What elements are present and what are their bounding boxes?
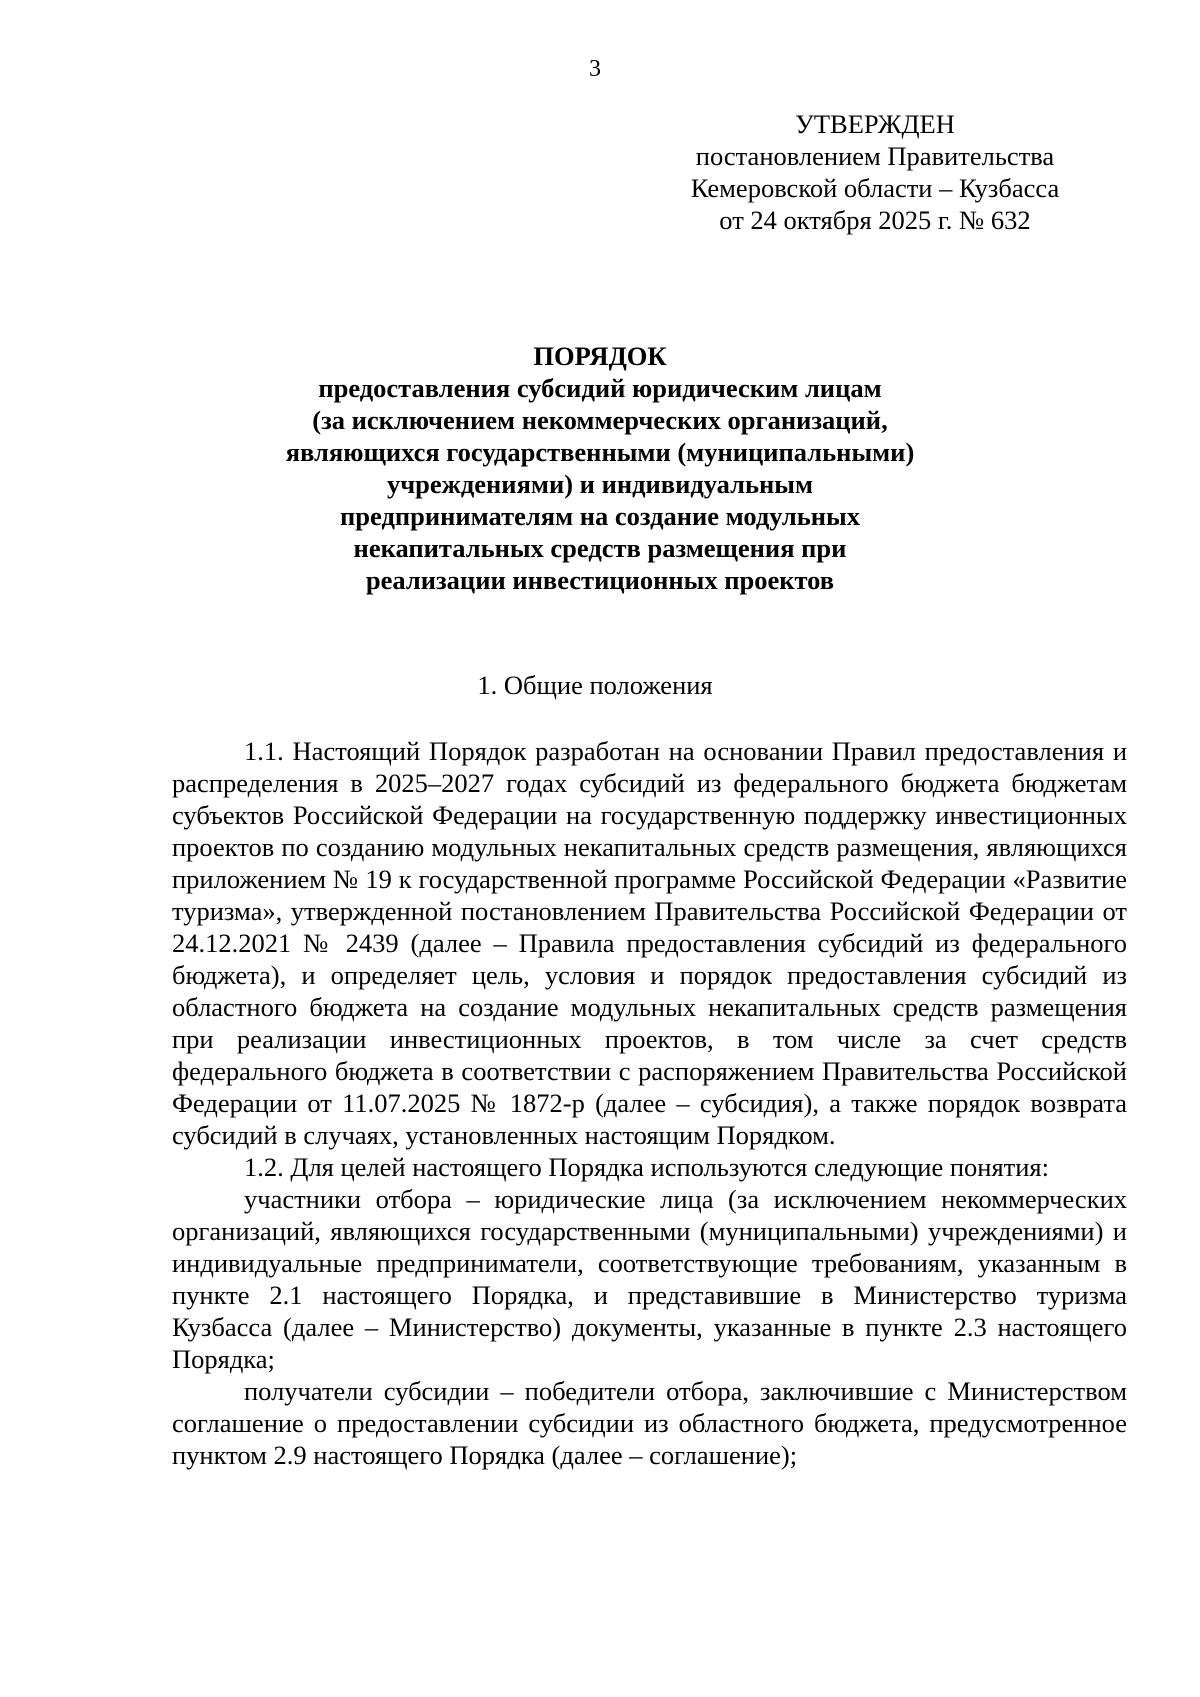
- paragraph-1-2: 1.2. Для целей настоящего Порядка используются следующие понятия:: [244, 1152, 1049, 1182]
- approval-line: УТВЕРЖДЕН: [795, 109, 955, 139]
- title-line: (за исключением некоммерческих организаций,: [312, 405, 888, 435]
- definition-participants: участники отбора – юридические лица (за исключением некоммерческих организаций, являющихся государственными (муниципальными) учреждениями) и индивидуальные предприниматели, соответствующие требованиям, указанным в пункте 2.1 настоящего Порядка, и представившие в Министерство туризма Кузбасса (далее – Министерство) документы, указанные в пункте 2.3 настоящего Порядка;: [172, 1184, 1127, 1374]
- approval-line: от 24 октября 2025 г. № 632: [719, 205, 1031, 235]
- page-number: 3: [589, 56, 601, 82]
- approval-line: постановлением Правительства: [695, 141, 1055, 171]
- title-line: ПОРЯДОК: [533, 341, 667, 371]
- section-heading: 1. Общие положения: [477, 670, 713, 700]
- title-line: некапитальных средств размещения при: [353, 533, 847, 563]
- paragraph-1-1: 1.1. Настоящий Порядок разработан на основании Правил предоставления и распределения в 2025–2027 годах субсидий из федерального бюджета бюджетам субъектов Российской Федерации на государственную поддержку инвестиционных проектов по созданию модульных некапитальных средств размещения, являющихся приложением № 19 к государственной программе Российской Федерации «Развитие туризма», утвержденной постановлением Правительства Российской Федерации от 24.12.2021 № 2439 (далее – Правила предоставления субсидий из федерального бюджета), и определяет цель, условия и порядок предоставления субсидий из областного бюджета на создание модульных некапитальных средств размещения при реализации инвестиционных проектов, в том числе за счет средств федерального бюджета в соответствии с распоряжением Правительства Российской Федерации от 11.07.2025 № 1872-р (далее – субсидия), а также порядок возврата субсидий в случаях, установленных настоящим Порядком.: [172, 736, 1127, 1150]
- definition-recipients: получатели субсидии – победители отбора, заключившие с Министерством соглашение о предоставлении субсидии из областного бюджета, предусмотренное пунктом 2.9 настоящего Порядка (далее – соглашение);: [172, 1376, 1127, 1470]
- approval-line: Кемеровской области – Кузбасса: [690, 173, 1060, 203]
- document-body: [172, 735, 1127, 1471]
- title-line: предпринимателям на создание модульных: [340, 501, 860, 531]
- document-title: [250, 340, 950, 596]
- title-line: являющихся государственными (муниципальными): [285, 437, 915, 467]
- title-line: реализации инвестиционных проектов: [365, 565, 835, 595]
- title-line: учреждениями) и индивидуальным: [386, 469, 814, 499]
- title-line: предоставления субсидий юридическим лицам: [318, 373, 882, 403]
- approval-stamp: [650, 108, 1100, 236]
